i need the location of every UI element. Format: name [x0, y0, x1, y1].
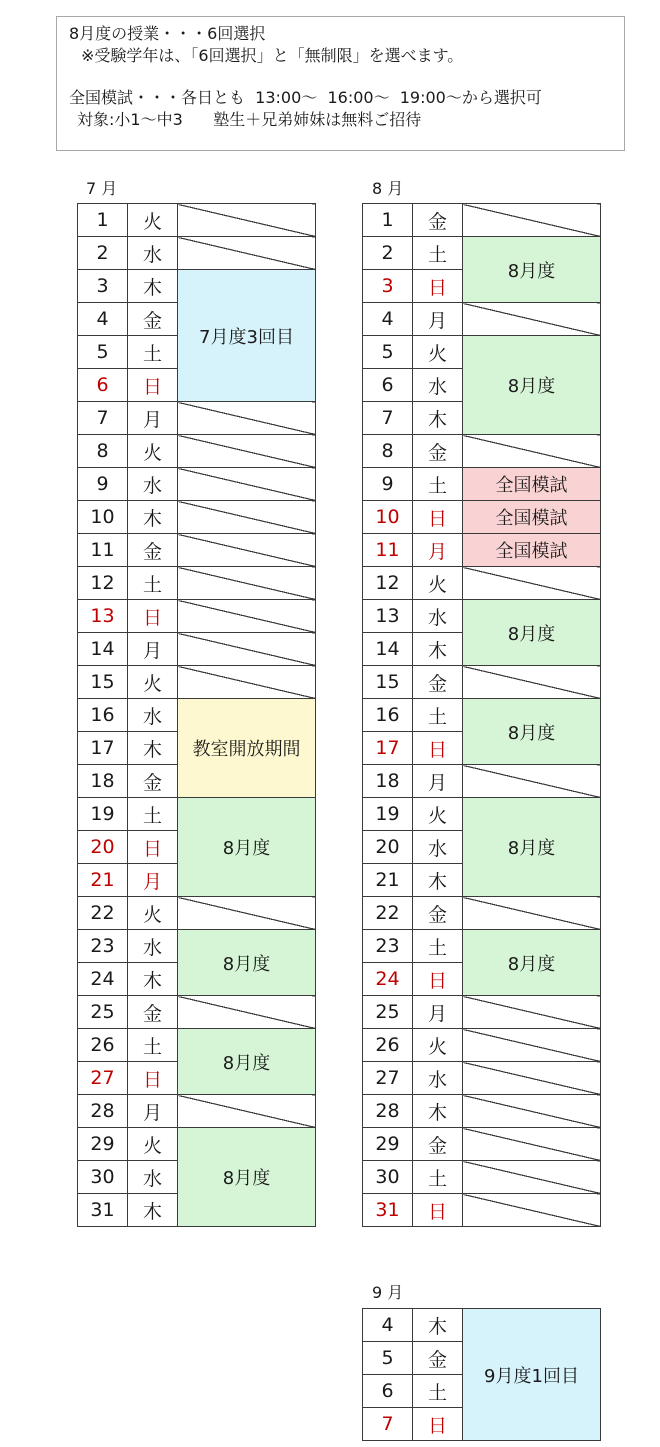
- day-row: [78, 501, 316, 534]
- day-row: [78, 270, 316, 303]
- no-class-cell: [463, 303, 601, 336]
- day-number: 6: [363, 1375, 413, 1408]
- day-number: 5: [363, 1342, 413, 1375]
- weekday: 日: [128, 600, 178, 633]
- weekday: 月: [128, 1095, 178, 1128]
- weekday: 水: [413, 369, 463, 402]
- day-number: 3: [363, 270, 413, 303]
- event-cell: 9月度1回目: [463, 1309, 601, 1441]
- day-row: [363, 897, 601, 930]
- weekday: 金: [413, 1128, 463, 1161]
- day-number: 18: [363, 765, 413, 798]
- weekday: 土: [413, 237, 463, 270]
- month-label-august: 8 月: [372, 179, 404, 198]
- weekday: 金: [128, 303, 178, 336]
- no-class-cell: [178, 633, 316, 666]
- day-number: 11: [78, 534, 128, 567]
- no-class-cell: [463, 204, 601, 237]
- day-row: [363, 600, 601, 633]
- weekday: 金: [413, 1342, 463, 1375]
- weekday: 金: [413, 204, 463, 237]
- day-number: 2: [363, 237, 413, 270]
- day-number: 10: [78, 501, 128, 534]
- day-number: 11: [363, 534, 413, 567]
- weekday: 木: [128, 963, 178, 996]
- weekday: 木: [413, 402, 463, 435]
- day-number: 25: [78, 996, 128, 1029]
- day-row: [363, 1161, 601, 1194]
- weekday: 日: [413, 1194, 463, 1227]
- day-number: 10: [363, 501, 413, 534]
- day-row: [363, 435, 601, 468]
- no-class-cell: [178, 1095, 316, 1128]
- day-number: 30: [78, 1161, 128, 1194]
- day-number: 7: [363, 1408, 413, 1441]
- weekday: 土: [128, 798, 178, 831]
- no-class-cell: [178, 666, 316, 699]
- day-number: 29: [78, 1128, 128, 1161]
- weekday: 火: [413, 798, 463, 831]
- info-line-exam-note: ※受験学年は、「6回選択」と「無制限」を選べます。: [81, 46, 464, 65]
- day-row: [78, 534, 316, 567]
- day-number: 27: [363, 1062, 413, 1095]
- info-line-mock-exam: 全国模試・・・各日とも 13:00～ 16:00～ 19:00～から選択可: [69, 88, 542, 107]
- weekday: 水: [128, 930, 178, 963]
- day-number: 23: [363, 930, 413, 963]
- calendar-august: [362, 203, 601, 1227]
- day-number: 31: [78, 1194, 128, 1227]
- no-class-cell: [178, 567, 316, 600]
- event-cell: 8月度: [463, 237, 601, 303]
- day-row: [78, 567, 316, 600]
- day-row: [363, 1309, 601, 1342]
- weekday: 火: [413, 1029, 463, 1062]
- day-row: [363, 303, 601, 336]
- event-cell: 8月度: [463, 600, 601, 666]
- no-class-cell: [178, 435, 316, 468]
- weekday: 日: [413, 1408, 463, 1441]
- no-class-cell: [463, 1095, 601, 1128]
- weekday: 水: [128, 1161, 178, 1194]
- day-number: 29: [363, 1128, 413, 1161]
- weekday: 月: [128, 864, 178, 897]
- day-number: 22: [363, 897, 413, 930]
- day-number: 21: [363, 864, 413, 897]
- day-row: [363, 666, 601, 699]
- day-number: 21: [78, 864, 128, 897]
- day-row: [363, 501, 601, 534]
- weekday: 火: [128, 1128, 178, 1161]
- weekday: 土: [128, 567, 178, 600]
- weekday: 日: [413, 270, 463, 303]
- day-number: 6: [363, 369, 413, 402]
- day-number: 8: [363, 435, 413, 468]
- day-number: 14: [78, 633, 128, 666]
- day-row: [78, 435, 316, 468]
- day-number: 20: [363, 831, 413, 864]
- month-label-september: 9 月: [372, 1283, 404, 1302]
- event-cell: 8月度: [463, 798, 601, 897]
- weekday: 木: [413, 864, 463, 897]
- weekday: 金: [413, 435, 463, 468]
- day-number: 26: [78, 1029, 128, 1062]
- day-row: [363, 1062, 601, 1095]
- day-row: [363, 237, 601, 270]
- weekday: 土: [413, 930, 463, 963]
- event-cell: 8月度: [463, 930, 601, 996]
- day-number: 24: [363, 963, 413, 996]
- event-cell: 8月度: [178, 798, 316, 897]
- no-class-cell: [178, 534, 316, 567]
- no-class-cell: [463, 765, 601, 798]
- day-row: [78, 402, 316, 435]
- day-row: [78, 699, 316, 732]
- day-row: [78, 930, 316, 963]
- day-row: [78, 798, 316, 831]
- weekday: 水: [413, 600, 463, 633]
- weekday: 木: [128, 1194, 178, 1227]
- day-row: [78, 468, 316, 501]
- weekday: 水: [413, 831, 463, 864]
- weekday: 日: [128, 369, 178, 402]
- weekday: 木: [128, 732, 178, 765]
- weekday: 火: [128, 435, 178, 468]
- day-number: 14: [363, 633, 413, 666]
- weekday: 火: [128, 666, 178, 699]
- event-cell: 全国模試: [463, 468, 601, 501]
- day-number: 28: [363, 1095, 413, 1128]
- day-number: 4: [363, 303, 413, 336]
- event-cell: 8月度: [463, 699, 601, 765]
- weekday: 土: [413, 468, 463, 501]
- calendar-july: [77, 203, 316, 1227]
- day-number: 15: [363, 666, 413, 699]
- weekday: 金: [128, 534, 178, 567]
- weekday: 土: [413, 1161, 463, 1194]
- day-row: [363, 567, 601, 600]
- day-number: 20: [78, 831, 128, 864]
- day-number: 5: [363, 336, 413, 369]
- no-class-cell: [178, 501, 316, 534]
- weekday: 水: [128, 699, 178, 732]
- day-number: 28: [78, 1095, 128, 1128]
- day-number: 17: [363, 732, 413, 765]
- weekday: 金: [413, 666, 463, 699]
- weekday: 金: [128, 765, 178, 798]
- day-number: 26: [363, 1029, 413, 1062]
- weekday: 火: [413, 567, 463, 600]
- day-number: 4: [78, 303, 128, 336]
- weekday: 月: [413, 534, 463, 567]
- weekday: 金: [128, 996, 178, 1029]
- day-number: 3: [78, 270, 128, 303]
- day-number: 13: [78, 600, 128, 633]
- day-row: [363, 1128, 601, 1161]
- day-number: 9: [78, 468, 128, 501]
- day-number: 15: [78, 666, 128, 699]
- day-row: [78, 1029, 316, 1062]
- no-class-cell: [178, 996, 316, 1029]
- day-row: [78, 996, 316, 1029]
- day-number: 1: [363, 204, 413, 237]
- weekday: 水: [128, 237, 178, 270]
- day-number: 9: [363, 468, 413, 501]
- day-row: [78, 600, 316, 633]
- day-number: 31: [363, 1194, 413, 1227]
- weekday: 木: [413, 633, 463, 666]
- day-row: [78, 1095, 316, 1128]
- event-cell: 8月度: [463, 336, 601, 435]
- info-spacer: [69, 67, 612, 87]
- day-number: 13: [363, 600, 413, 633]
- no-class-cell: [463, 1194, 601, 1227]
- day-row: [363, 930, 601, 963]
- no-class-cell: [178, 897, 316, 930]
- weekday: 月: [413, 303, 463, 336]
- weekday: 月: [413, 996, 463, 1029]
- weekday: 火: [128, 897, 178, 930]
- no-class-cell: [178, 402, 316, 435]
- day-row: [78, 204, 316, 237]
- day-row: [363, 534, 601, 567]
- day-number: 2: [78, 237, 128, 270]
- day-number: 22: [78, 897, 128, 930]
- day-number: 23: [78, 930, 128, 963]
- day-row: [363, 336, 601, 369]
- no-class-cell: [463, 1128, 601, 1161]
- info-line-lessons: 8月度の授業・・・6回選択: [69, 24, 266, 43]
- day-row: [363, 1194, 601, 1227]
- no-class-cell: [463, 1029, 601, 1062]
- event-cell: 全国模試: [463, 501, 601, 534]
- day-row: [363, 468, 601, 501]
- day-row: [363, 996, 601, 1029]
- no-class-cell: [463, 897, 601, 930]
- day-number: 16: [363, 699, 413, 732]
- weekday: 木: [128, 501, 178, 534]
- info-box: [56, 16, 625, 151]
- weekday: 木: [413, 1095, 463, 1128]
- month-label-july: 7 月: [86, 179, 118, 198]
- weekday: 土: [413, 1375, 463, 1408]
- event-cell: 全国模試: [463, 534, 601, 567]
- day-row: [78, 1128, 316, 1161]
- day-row: [363, 798, 601, 831]
- day-number: 27: [78, 1062, 128, 1095]
- weekday: 木: [128, 270, 178, 303]
- no-class-cell: [463, 666, 601, 699]
- no-class-cell: [463, 996, 601, 1029]
- weekday: 土: [128, 1029, 178, 1062]
- weekday: 日: [128, 1062, 178, 1095]
- weekday: 火: [413, 336, 463, 369]
- day-number: 8: [78, 435, 128, 468]
- no-class-cell: [463, 1161, 601, 1194]
- day-number: 5: [78, 336, 128, 369]
- weekday: 土: [413, 699, 463, 732]
- weekday: 土: [128, 336, 178, 369]
- day-number: 19: [78, 798, 128, 831]
- weekday: 金: [413, 897, 463, 930]
- day-number: 16: [78, 699, 128, 732]
- day-number: 7: [78, 402, 128, 435]
- day-number: 1: [78, 204, 128, 237]
- no-class-cell: [463, 567, 601, 600]
- weekday: 月: [128, 402, 178, 435]
- day-row: [78, 666, 316, 699]
- weekday: 月: [413, 765, 463, 798]
- day-row: [363, 765, 601, 798]
- day-row: [78, 633, 316, 666]
- event-cell: 教室開放期間: [178, 699, 316, 798]
- no-class-cell: [463, 435, 601, 468]
- day-number: 17: [78, 732, 128, 765]
- weekday: 月: [128, 633, 178, 666]
- day-row: [363, 1029, 601, 1062]
- day-number: 25: [363, 996, 413, 1029]
- weekday: 日: [413, 732, 463, 765]
- event-cell: 7月度3回目: [178, 270, 316, 402]
- event-cell: 8月度: [178, 1029, 316, 1095]
- day-row: [363, 699, 601, 732]
- day-number: 12: [78, 567, 128, 600]
- day-number: 7: [363, 402, 413, 435]
- weekday: 日: [128, 831, 178, 864]
- day-row: [363, 1095, 601, 1128]
- info-line-target: 対象:小1～中3 塾生＋兄弟姉妹は無料ご招待: [77, 110, 422, 129]
- day-number: 6: [78, 369, 128, 402]
- no-class-cell: [178, 237, 316, 270]
- day-row: [78, 897, 316, 930]
- no-class-cell: [178, 204, 316, 237]
- no-class-cell: [178, 600, 316, 633]
- event-cell: 8月度: [178, 930, 316, 996]
- weekday: 日: [413, 963, 463, 996]
- day-number: 19: [363, 798, 413, 831]
- event-cell: 8月度: [178, 1128, 316, 1227]
- weekday: 木: [413, 1309, 463, 1342]
- day-number: 24: [78, 963, 128, 996]
- day-row: [363, 204, 601, 237]
- weekday: 日: [413, 501, 463, 534]
- weekday: 火: [128, 204, 178, 237]
- day-number: 4: [363, 1309, 413, 1342]
- calendar-september: [362, 1308, 601, 1441]
- day-number: 18: [78, 765, 128, 798]
- no-class-cell: [463, 1062, 601, 1095]
- day-number: 30: [363, 1161, 413, 1194]
- weekday: 水: [413, 1062, 463, 1095]
- weekday: 水: [128, 468, 178, 501]
- no-class-cell: [178, 468, 316, 501]
- day-number: 12: [363, 567, 413, 600]
- day-row: [78, 237, 316, 270]
